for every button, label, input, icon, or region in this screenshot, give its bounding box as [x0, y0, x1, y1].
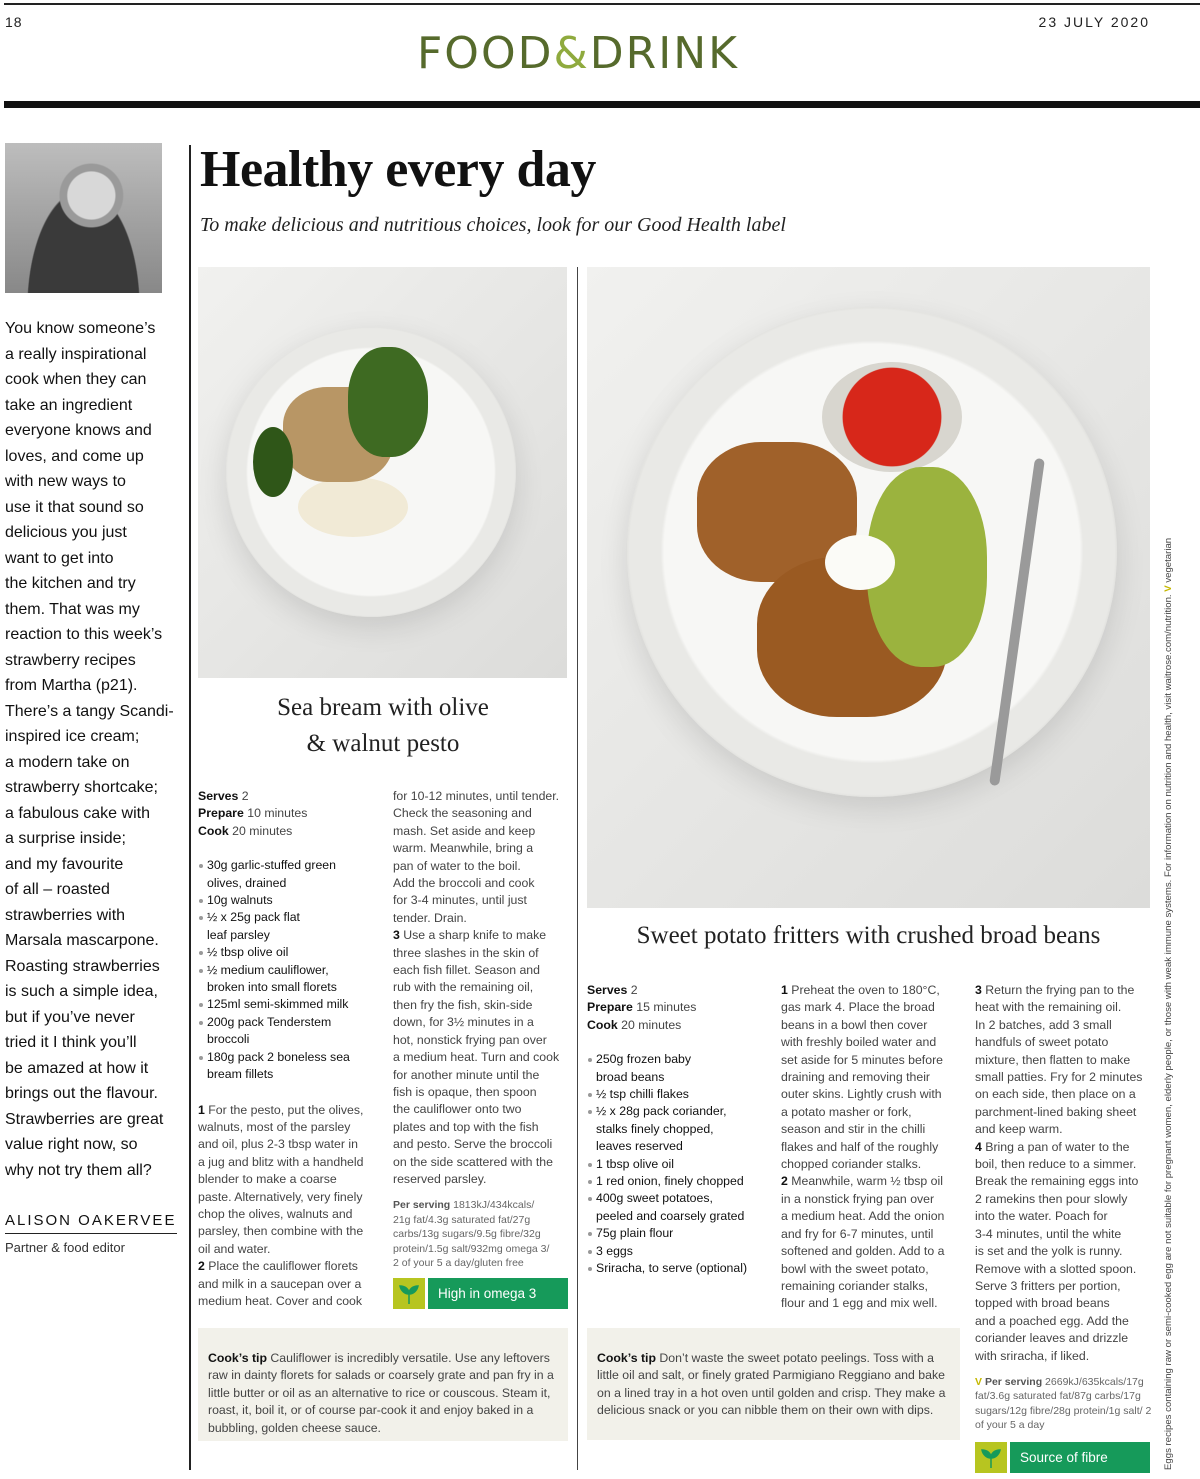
ingredient-item: ½ x 28g pack coriander, stalks finely chopped, leaves reserved: [587, 1103, 777, 1155]
vegetarian-icon: V: [975, 1375, 983, 1388]
cook-value: 20 minutes: [617, 1017, 682, 1032]
step-number: 1: [781, 983, 788, 997]
step-number: 2: [781, 1174, 788, 1189]
tip-label: Cook’s tip: [208, 1351, 267, 1365]
recipe1-col2: [393, 788, 573, 1271]
per-serving-value: 2669kJ/635kcals/17g fat/3.6g saturated fat/87g carbs/17g sugars/12g fibre/28g protein/1g salt/ 2 of your 5 a day: [975, 1375, 1152, 1432]
ingredient-item: 30g garlic-stuffed green olives, drained: [198, 857, 388, 892]
ingredient-item: 200g pack Tenderstem broccoli: [198, 1014, 388, 1049]
serves-label: Serves: [198, 789, 239, 803]
recipe2-col1: [587, 982, 777, 1278]
tip-label: Cook’s tip: [597, 1351, 656, 1365]
recipe2-nutrition: [975, 1375, 1153, 1433]
leaf-icon: [975, 1442, 1007, 1473]
sweet-potato-photo: [587, 267, 1150, 908]
recipe1-nutrition: [393, 1198, 553, 1271]
recipe1-cooks-tip: [198, 1328, 568, 1441]
step-text-continued: for 10-12 minutes, until tender. Check the seasoning and mash. Set aside and keep warm. Meanwhile, bring a pan of water to the boil. Add the broccoli and cook for 3-4 minutes, until just tender. Drain.: [393, 789, 560, 925]
tip-text: Don’t waste the sweet potato peelings. Toss with a little oil and salt, or finely grated Parmigiano Reggiano and bake on a lined tray in a hot oven until golden and crisp. They make a delicious snack or you can nibble them on their own with dips.: [597, 1351, 946, 1418]
recipe2-title: Sweet potato fritters with crushed broad beans: [636, 922, 1101, 949]
prepare-value: 15 minutes: [632, 1000, 697, 1015]
recipe2-step: [781, 1173, 971, 1312]
ingredient-item: 10g walnuts: [198, 892, 388, 909]
ingredient-item: ½ medium cauliflower, broken into small florets: [198, 962, 388, 997]
step-number: 2: [198, 1259, 205, 1274]
ingredient-item: 3 eggs: [587, 1243, 777, 1260]
prepare-label: Prepare: [198, 806, 244, 821]
vegetarian-icon: V: [1163, 585, 1174, 592]
masthead-amp: &: [553, 28, 590, 79]
cook-label: Cook: [587, 1017, 618, 1032]
column-divider: [189, 145, 191, 1470]
ingredient-item: ½ x 25g pack flat leaf parsley: [198, 909, 388, 944]
per-serving-value: 1813kJ/434kcals/ 21g fat/4.3g saturated fat/27g carbs/13g sugars/9.5g fibre/32g protein/1.5g salt/932mg omega 3/ 2 of your 5 a day/gluten free: [393, 1199, 550, 1270]
author-name: ALISON OAKERVEE: [5, 1212, 177, 1234]
recipe1-step: [198, 1102, 388, 1259]
recipe-divider: [577, 267, 578, 1470]
article-subtitle: To make delicious and nutritious choices, look for our Good Health label: [200, 214, 786, 236]
step-text: Place the cauliflower florets and milk in a saucepan over a medium heat. Cover and cook: [198, 1259, 363, 1308]
ingredient-item: 125ml semi-skimmed milk: [198, 996, 388, 1013]
vegetarian-label: vegetarian: [1163, 537, 1174, 586]
issue-date: 23 JULY 2020: [1038, 14, 1150, 30]
step-text: For the pesto, put the olives, walnuts, most of the parsley and oil, plus 2-3 tbsp water in a jug and blitz with a handheld blender to make a coarse paste. Alternatively, very finely chop the olives, walnuts and parsley, then combine with the oil and water.: [198, 1102, 364, 1256]
footnote-text: Eggs recipes containing raw or semi-cooked egg are not suitable for pregnant women, elderly people, or those with weak immune systems. For information on nutrition and health, visit waitrose.com/nutrition.: [1163, 591, 1174, 1470]
ingredient-item: ½ tbsp olive oil: [198, 944, 388, 961]
ingredient-item: 250g frozen baby broad beans: [587, 1051, 777, 1086]
badge-label: Source of fibre: [1010, 1442, 1150, 1473]
recipe2-step: [975, 1139, 1160, 1365]
recipe2-meta: [587, 982, 777, 1034]
prepare-value: 10 minutes: [243, 806, 308, 821]
recipe1-ingredients: [198, 857, 388, 1083]
sea-bream-photo: [198, 267, 567, 678]
cook-value: 20 minutes: [228, 823, 293, 838]
top-rule: [4, 3, 1200, 5]
article-title: Healthy every day: [200, 141, 596, 198]
header-rule: [4, 101, 1200, 108]
ingredient-item: 75g plain flour: [587, 1225, 777, 1242]
step-text: Return the frying pan to the heat with the remaining oil. In 2 batches, add 3 small handfuls of sweet potato mixture, then flatten to make small patties. Fry for 2 minutes on each side, then place on a parchment-lined baking sheet and keep warm.: [975, 983, 1143, 1137]
step-number: 4: [975, 1139, 982, 1154]
recipe2-step: [781, 982, 971, 1173]
per-serving-label: Per serving: [393, 1199, 451, 1212]
ingredient-item: ½ tsp chilli flakes: [587, 1086, 777, 1103]
ingredient-item: 400g sweet potatoes, peeled and coarsely grated: [587, 1190, 777, 1225]
good-health-badge: [975, 1442, 1150, 1473]
author-role: Partner & food editor: [5, 1240, 125, 1255]
recipe2-step: [975, 982, 1160, 1139]
ingredient-item: 1 tbsp olive oil: [587, 1156, 777, 1173]
step-text: Bring a pan of water to the boil, then reduce to a simmer. Break the remaining eggs into 2 ramekins then pour slowly into the water. Poach for 3-4 minutes, until the white is set and the yolk is runny. Remove with a slotted spoon. Serve 3 fritters per portion, topped with broad beans and a poached egg. Add the coriander leaves and drizzle with sriracha, if liked.: [975, 1139, 1139, 1363]
intro-text: You know someone’s a really inspirational cook when they can take an ingredient everyone knows and loves, and come up with new ways to use it that sound so delicious you just want to get into the kitchen and try them. That was my reaction to this week’s strawberry recipes from Martha (p21). There’s a tangy Scandi- inspired ice cream; a modern take on strawberry shortcake; a fabulous cake with a surprise inside; and my favourite of all – roasted strawberries with Marsala mascarpone. Roasting strawberries is such a simple idea, but if you’ve never tried it I think you’ll be amazed at how it brings out the flavour. Strawberries are great value right now, so why not try them all?: [5, 320, 174, 1179]
masthead: [0, 28, 1156, 79]
step-number: 3: [393, 928, 400, 943]
serves-value: 2: [238, 789, 249, 803]
recipe2-col2: [781, 982, 971, 1313]
recipe2-ingredients: [587, 1051, 777, 1277]
prepare-label: Prepare: [587, 1000, 633, 1015]
leaf-icon: [393, 1278, 425, 1309]
masthead-food: FOOD: [417, 28, 554, 79]
step-number: 3: [975, 983, 982, 997]
recipe2-col3: [975, 982, 1160, 1433]
recipe2-cooks-tip: [587, 1328, 960, 1440]
recipe1-meta: [198, 788, 388, 840]
recipe1-col1: [198, 788, 388, 1310]
badge-label: High in omega 3: [428, 1278, 568, 1309]
ingredient-item: 180g pack 2 boneless sea bream fillets: [198, 1049, 388, 1084]
recipe1-step: [393, 927, 573, 1188]
author-photo: [5, 143, 162, 293]
ingredient-item: Sriracha, to serve (optional): [587, 1260, 777, 1277]
tip-text: Cauliflower is incredibly versatile. Use any leftovers raw in dainty florets for salads or coarsely grate and pan fry in a little butter or oil as an alternative to rice or couscous. Steam it, roast, it, boil it, or of course par-cook it and enjoy baked in a bubbling, golden cheese sauce.: [208, 1351, 554, 1435]
per-serving-label: Per serving: [984, 1375, 1043, 1388]
ingredient-item: 1 red onion, finely chopped: [587, 1173, 777, 1190]
step-text: Preheat the oven to 180°C, gas mark 4. Place the broad beans in a bowl then cover with freshly boiled water and set aside for 5 minutes before draining and removing their outer skins. Lightly crush with a potato masher or fork, season and stir in the chilli flakes and half of the roughly chopped coriander stalks.: [781, 983, 943, 1172]
serves-value: 2: [627, 983, 638, 997]
recipe1-step: [198, 1258, 388, 1310]
step-number: 1: [198, 1102, 205, 1117]
step-text: Meanwhile, warm ½ tbsp oil in a nonstick frying pan over a medium heat. Add the onion and fry for 6-7 minutes, until softened and golden. Add to a bowl with the sweet potato, remaining coriander stalks, flour and 1 egg and mix well.: [781, 1174, 945, 1311]
good-health-badge: [393, 1278, 568, 1309]
serves-label: Serves: [587, 983, 628, 997]
recipe1-title: Sea bream with olive & walnut pesto: [277, 694, 489, 757]
masthead-drink: DRINK: [589, 28, 739, 79]
cook-label: Cook: [198, 823, 229, 838]
step-text: Use a sharp knife to make three slashes in the skin of each fish fillet. Season and rub with the remaining oil, then fry the fish, skin-side down, for 3½ minutes in a hot, nonstick frying pan over a medium heat. Turn and cook for another minute until the fish is opaque, then spoon the cauliflower onto two plates and top with the fish and pesto. Serve the broccoli on the side scattered with the reserved parsley.: [393, 928, 560, 1186]
footnote-vertical: [1163, 470, 1174, 1470]
page-number: 18: [5, 14, 23, 30]
